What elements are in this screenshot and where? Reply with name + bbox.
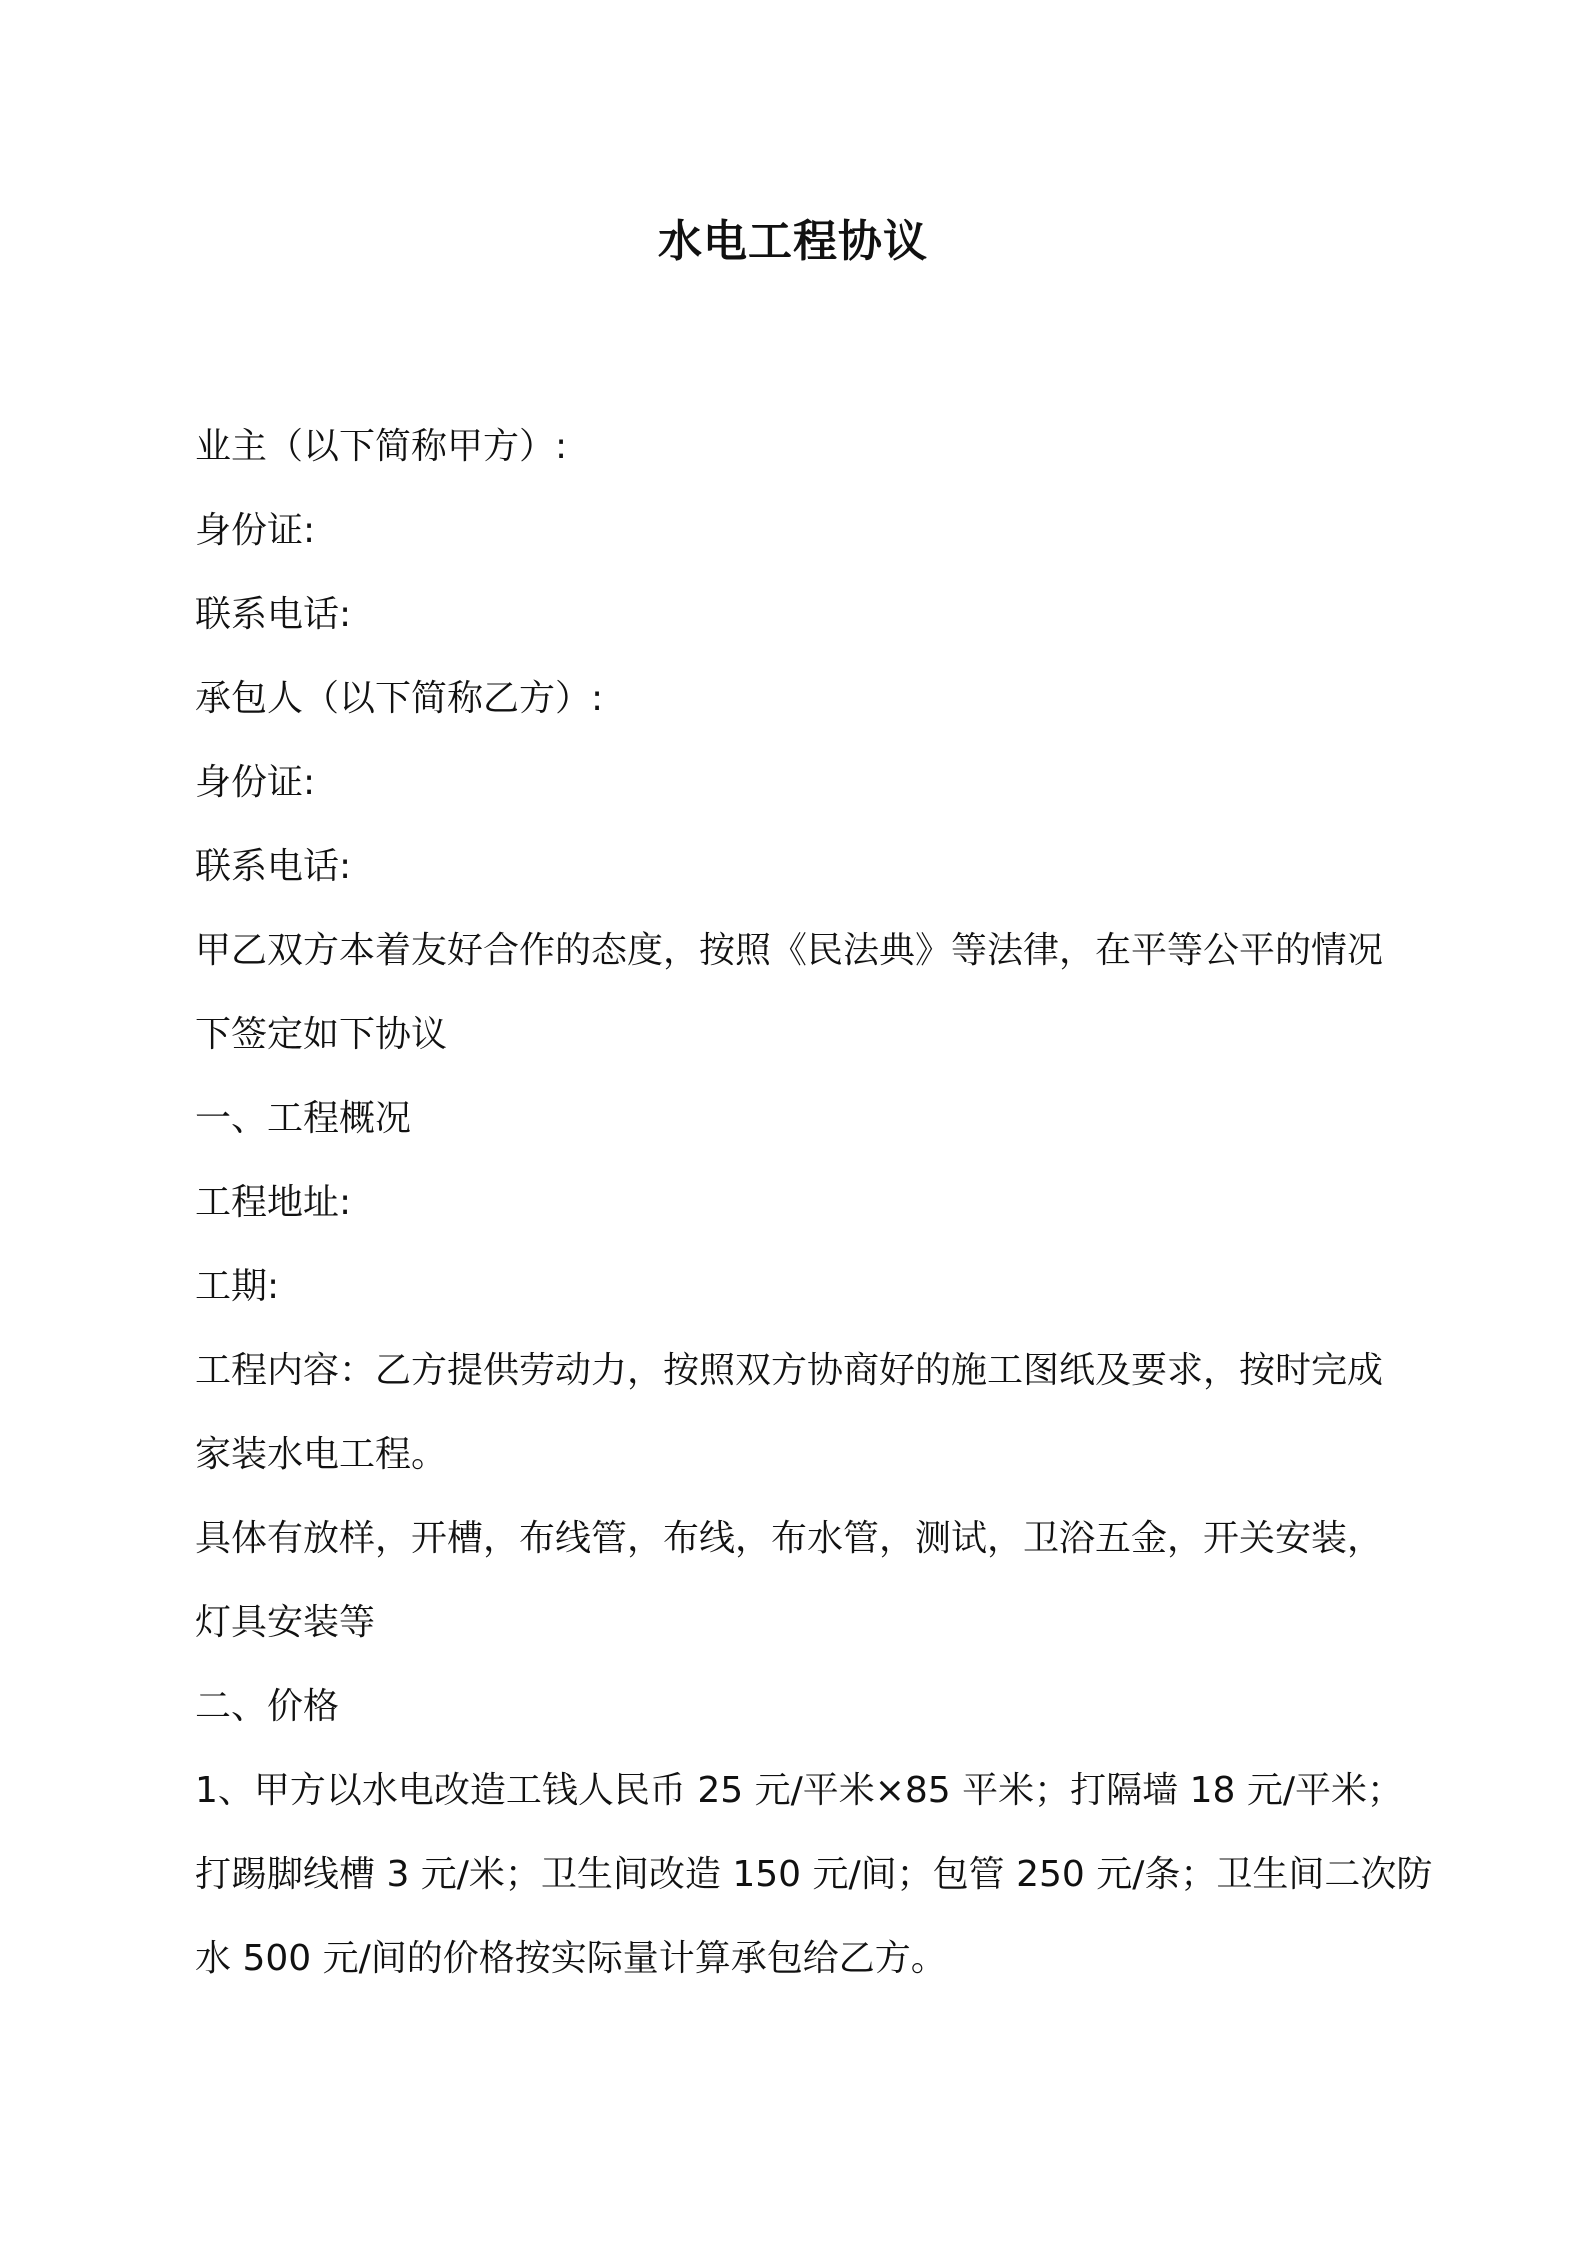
party-a-line: 业主（以下简称甲方）: — [195, 426, 568, 467]
party-b-id-line: 身份证: — [195, 762, 316, 803]
party-a-id-line: 身份证: — [195, 510, 316, 551]
project-details-line: 具体有放样，开槽，布线管，布线，布水管，测试，卫浴五金，开关安装， — [195, 1518, 1384, 1559]
section-heading: 一、工程概况 — [195, 1098, 412, 1139]
preamble-line: 下签定如下协议 — [195, 1014, 448, 1055]
document-body — [195, 405, 1455, 2001]
project-period-line: 工期: — [195, 1266, 280, 1307]
party-b-line: 承包人（以下简称乙方）: — [195, 678, 604, 719]
party-b-phone-line: 联系电话: — [195, 846, 352, 887]
party-a-phone-line: 联系电话: — [195, 594, 352, 635]
document-title: 水电工程协议 — [658, 216, 928, 267]
project-content-line: 工程内容：乙方提供劳动力，按照双方协商好的施工图纸及要求，按时完成 — [195, 1350, 1384, 1391]
section-heading: 二、价格 — [195, 1686, 340, 1727]
price-clause-line: 1、甲方以水电改造工钱人民币 25 元/平米×85 平米；打隔墙 18 元/平米； — [195, 1770, 1403, 1811]
project-content-line: 家装水电工程。 — [195, 1434, 448, 1475]
project-address-line: 工程地址: — [195, 1182, 352, 1223]
price-clause-line: 水 500 元/间的价格按实际量计算承包给乙方。 — [195, 1938, 947, 1979]
project-details-line: 灯具安装等 — [195, 1602, 376, 1643]
price-clause-line: 打踢脚线槽 3 元/米；卫生间改造 150 元/间；包管 250 元/条；卫生间二次防 — [195, 1854, 1433, 1895]
preamble-line: 甲乙双方本着友好合作的态度，按照《民法典》等法律，在平等公平的情况 — [195, 930, 1384, 971]
